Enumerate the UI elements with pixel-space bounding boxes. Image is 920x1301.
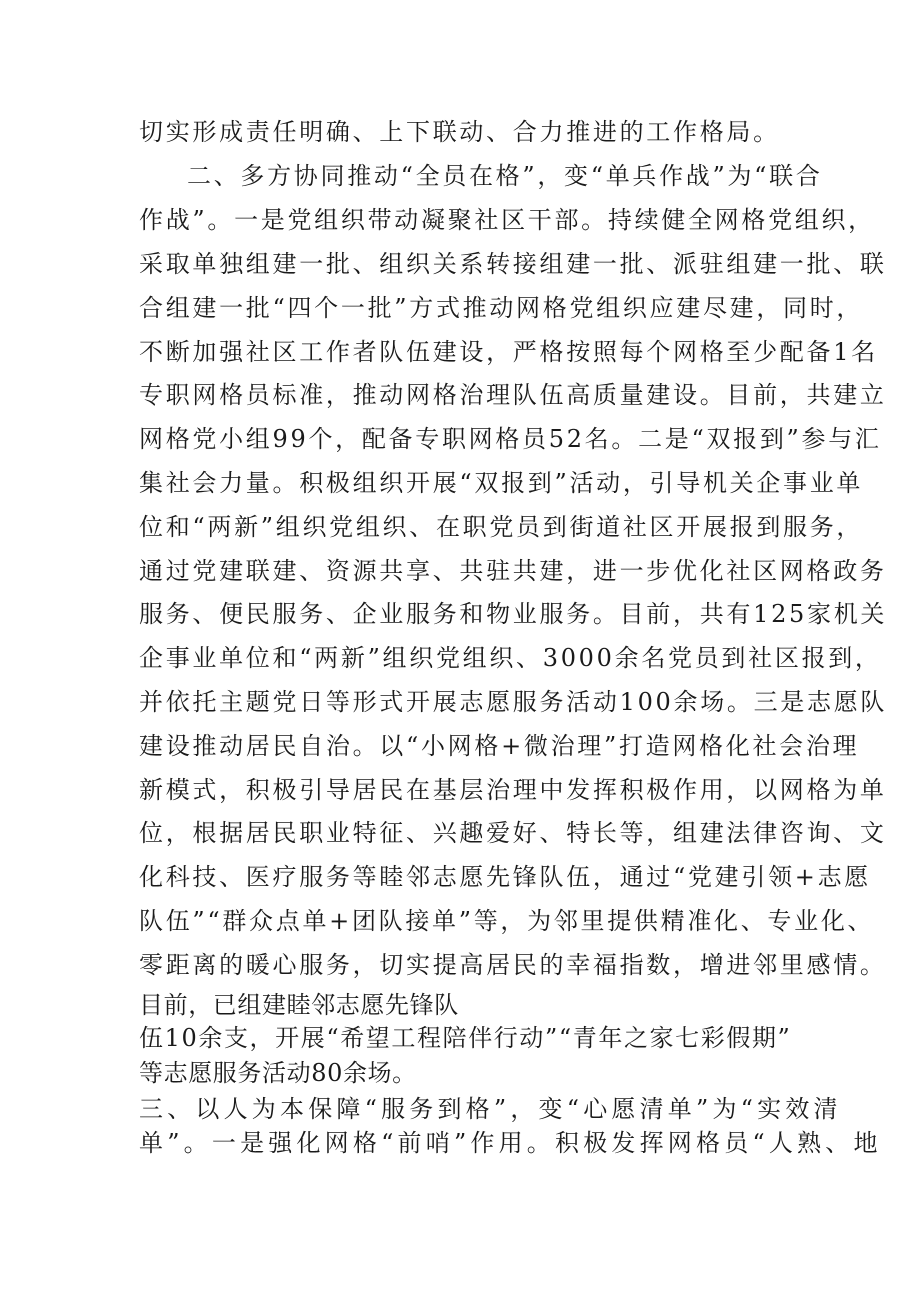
text-line-14: 并依托主题党日等形式开展志愿服务活动100余场。三是志愿队 xyxy=(139,688,888,716)
text-line-16: 新模式，积极引导居民在基层治理中发挥积极作用，以网格为单 xyxy=(139,776,887,804)
text-line-1: 切实形成责任明确、上下联动、合力推进的工作格局。 xyxy=(139,118,780,146)
text-line-2: 二、多方协同推动“全员在格”，变“单兵作战”为“联合 xyxy=(187,162,823,190)
text-line-24: 三、以人为本保障“服务到格”，变“心愿清单”为“实效清 xyxy=(139,1095,842,1123)
text-line-13: 企事业单位和“两新”组织党组织、3000余名党员到社区报到， xyxy=(139,644,882,672)
text-line-23: 等志愿服务活动80余场。 xyxy=(139,1059,417,1087)
text-line-3: 作战”。一是党组织带动凝聚社区干部。持续健全网格党组织， xyxy=(139,206,875,234)
text-line-8: 网格党小组99个，配备专职网格员52名。二是“双报到”参与汇 xyxy=(139,425,882,453)
text-line-20: 零距离的暖心服务，切实提高居民的幸福指数，增进邻里感情。 xyxy=(139,951,887,979)
text-line-4: 采取单独组建一批、组织关系转接组建一批、派驻组建一批、联 xyxy=(139,250,887,278)
text-line-12: 服务、便民服务、企业服务和物业服务。目前，共有125家机关 xyxy=(139,600,888,628)
text-line-9: 集社会力量。积极组织开展“双报到”活动，引导机关企事业单 xyxy=(139,469,864,497)
text-line-5: 合组建一批“四个一批”方式推动网格党组织应建尽建，同时， xyxy=(139,294,864,322)
text-line-25: 单”。一是强化网格“前哨”作用。积极发挥网格员“人熟、地 xyxy=(139,1129,882,1157)
text-line-18: 化科技、医疗服务等睦邻志愿先锋队伍，通过“党建引领+志愿 xyxy=(139,863,871,891)
text-line-6: 不断加强社区工作者队伍建设，严格按照每个网格至少配备1名 xyxy=(139,338,878,366)
text-line-15: 建设推动居民自治。以“小网格+微治理”打造网格化社会治理 xyxy=(139,732,860,760)
text-line-17: 位，根据居民职业特征、兴趣爱好、特长等，组建法律咨询、文 xyxy=(139,819,887,847)
text-line-10: 位和“两新”组织党组织、在职党员到街道社区开展报到服务， xyxy=(139,513,864,541)
text-line-7: 专职网格员标准，推动网格治理队伍高质量建设。目前，共建立 xyxy=(139,381,887,409)
text-line-19: 队伍”“群众点单+团队接单”等，为邻里提供精准化、专业化、 xyxy=(139,907,875,935)
text-line-22: 伍10余支，开展“希望工程陪伴行动”“青年之家七彩假期” xyxy=(139,1024,792,1052)
text-line-11: 通过党建联建、资源共享、共驻共建，进一步优化社区网格政务 xyxy=(139,557,887,585)
text-line-21: 目前，已组建睦邻志愿先锋队 xyxy=(139,991,459,1019)
